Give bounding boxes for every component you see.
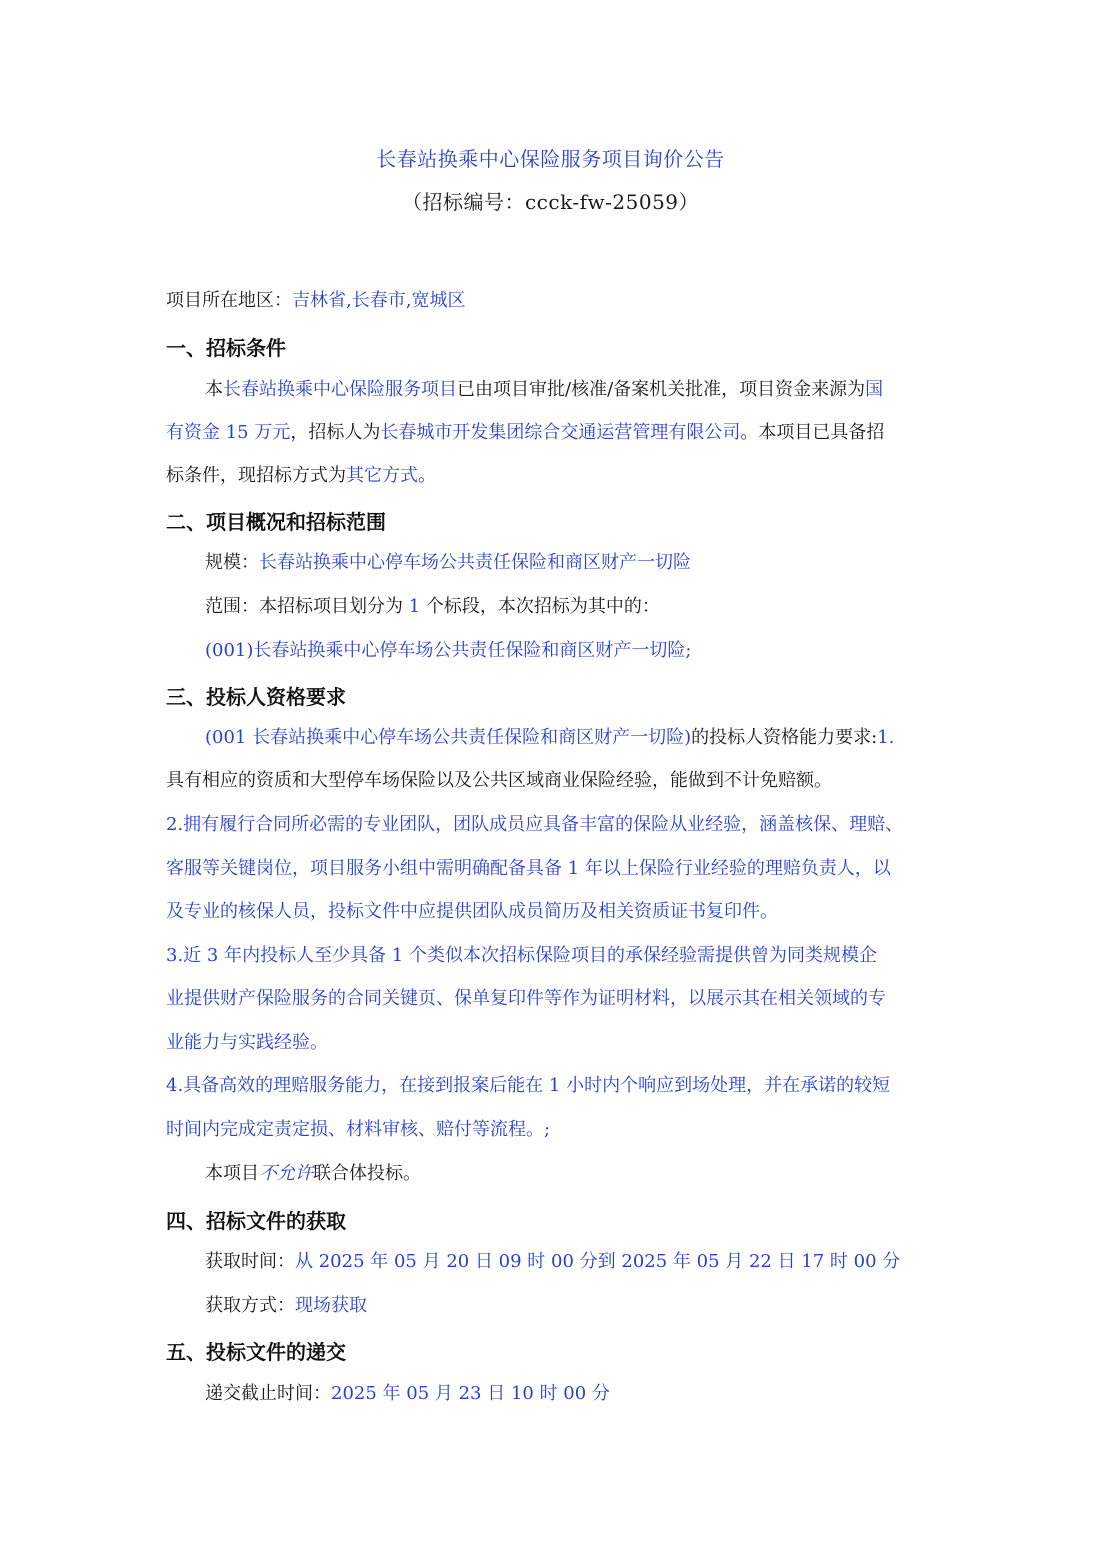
qual-p4-line1: 4.具备高效的理赔服务能力，在接到报案后能在 1 小时内个响应到场处理，并在承诺的较短 xyxy=(166,1075,891,1096)
bid-number-text: （招标编号：ccck-fw-25059） xyxy=(401,190,700,214)
s1-text: 标条件，现招标方式为 xyxy=(166,465,346,486)
qual-line1 xyxy=(205,725,945,751)
deadline-line xyxy=(205,1381,945,1407)
s1-text: 已由项目审批/核准/备案机关批准，项目资金来源为 xyxy=(457,379,866,400)
qual-p2-line2: 客服等关键岗位，项目服务小组中需明确配备具备 1 年以上保险行业经验的理赔负责人，以 xyxy=(166,858,891,879)
section4-heading: 四、招标文件的获取 xyxy=(166,1209,346,1233)
qual-num: 1. xyxy=(877,727,895,748)
section2-heading: 二、项目概况和招标范围 xyxy=(166,510,386,534)
s1-project-name: 长春站换乘中心保险服务项目 xyxy=(223,379,457,400)
scale-value: 长春站换乘中心停车场公共责任保险和商区财产一切险 xyxy=(259,552,691,573)
consortium-value: 不允许 xyxy=(259,1163,313,1184)
bid-number xyxy=(0,186,1101,215)
section1-line2 xyxy=(166,420,946,446)
lot-line: (001)长春站换乘中心停车场公共责任保险和商区财产一切险; xyxy=(205,640,692,661)
qual-p2-line1: 2.拥有履行合同所必需的专业团队，团队成员应具备丰富的保险从业经验，涵盖核保、理赔、 xyxy=(166,814,904,835)
section5-heading: 五、投标文件的递交 xyxy=(166,1340,346,1364)
range-count: 1 xyxy=(408,596,421,617)
qual-line2: 具有相应的资质和大型停车场保险以及公共区域商业保险经验，能做到不计免赔额。 xyxy=(166,770,832,791)
consortium-text: 联合体投标。 xyxy=(313,1163,421,1184)
s1-fund: 国 xyxy=(865,379,884,400)
s1-tenderer: 长春城市开发集团综合交通运营管理有限公司 xyxy=(380,422,741,443)
region-line xyxy=(166,288,946,314)
region-label: 项目所在地区： xyxy=(166,290,292,311)
range-text: 个标段，本次招标为其中的： xyxy=(425,596,660,617)
range-line xyxy=(205,594,945,620)
obtain-method-line xyxy=(205,1293,945,1319)
s1-text: ，招标人为 xyxy=(290,422,381,443)
qual-p2-line3: 及专业的核保人员，投标文件中应提供团队成员简历及相关资质证书复印件。 xyxy=(166,901,778,922)
scale-label: 规模： xyxy=(205,552,259,573)
s1-text: 。 xyxy=(418,465,436,486)
section1-line1 xyxy=(205,377,945,403)
qual-p3-line3: 业能力与实践经验。 xyxy=(166,1032,328,1053)
obtain-time-value: 从 2025 年 05 月 20 日 09 时 00 分到 2025 年 05 月 22 日 17 时 00 分 xyxy=(295,1251,901,1272)
region-value: 吉林省,长春市,宽城区 xyxy=(292,290,466,311)
qual-p3-line2: 业提供财产保险服务的合同关键页、保单复印件等作为证明材料，以展示其在相关领域的专 xyxy=(166,988,886,1009)
qual-p4-line2: 时间内完成定责定损、材料审核、赔付等流程。; xyxy=(166,1119,551,1140)
deadline-label: 递交截止时间： xyxy=(205,1383,331,1404)
qual-intro: 的投标人资格能力要求: xyxy=(691,727,878,748)
obtain-method-value: 现场获取 xyxy=(295,1295,367,1316)
obtain-method-label: 获取方式： xyxy=(205,1295,295,1316)
obtain-time-label: 获取时间： xyxy=(205,1251,295,1272)
consortium-line xyxy=(205,1161,945,1187)
obtain-time-line xyxy=(205,1249,945,1275)
deadline-value: 2025 年 05 月 23 日 10 时 00 分 xyxy=(331,1383,610,1404)
section3-heading: 三、投标人资格要求 xyxy=(166,685,346,709)
s1-fund: 有资金 15 万元 xyxy=(166,422,291,443)
consortium-text: 本项目 xyxy=(205,1163,259,1184)
range-text: 范围：本招标项目划分为 xyxy=(205,596,403,617)
qual-lot: (001 长春站换乘中心停车场公共责任保险和商区财产一切险) xyxy=(205,727,692,748)
s1-method: 其它方式 xyxy=(346,465,418,486)
section1-heading: 一、招标条件 xyxy=(166,336,286,360)
scale-line xyxy=(205,550,945,576)
page-title: 长春站换乘中心保险服务项目询价公告 xyxy=(376,147,725,171)
section1-line3 xyxy=(166,463,946,489)
s1-text: 本 xyxy=(205,379,223,400)
qual-p3-line1: 3.近 3 年内投标人至少具备 1 个类似本次招标保险项目的承保经验需提供曾为同类规模企 xyxy=(166,945,877,966)
s1-text: 。本项目已具备招 xyxy=(740,422,885,443)
